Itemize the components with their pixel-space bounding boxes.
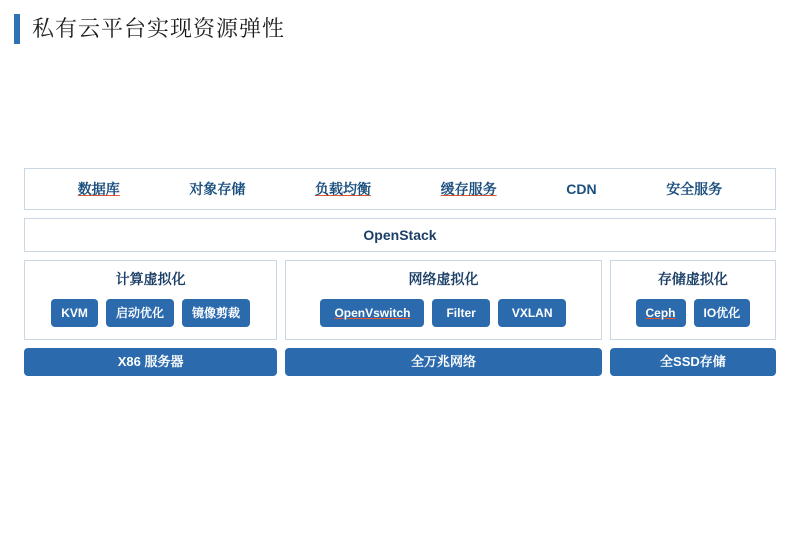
storage-virtualization-group [610, 260, 776, 340]
hardware-10g-network: 全万兆网络 [285, 348, 602, 376]
chip-kvm: KVM [51, 299, 98, 327]
platform-row [24, 218, 776, 252]
hardware-row [24, 348, 776, 376]
chip-io-optimization: IO优化 [694, 299, 751, 327]
service-item-load-balancer: 负载均衡 [315, 181, 372, 197]
openstack-box [24, 218, 776, 252]
service-item-database: 数据库 [77, 181, 120, 197]
storage-chip-row [621, 299, 765, 327]
hardware-ssd-storage: 全SSD存储 [610, 348, 776, 376]
storage-virtualization-title: 存储虚拟化 [657, 271, 728, 287]
service-item-cache: 缓存服务 [440, 181, 497, 197]
compute-chip-row [35, 299, 266, 327]
chip-openvswitch: OpenVswitch [320, 299, 424, 327]
virtualization-row [24, 260, 776, 340]
openstack-label: OpenStack [363, 227, 437, 243]
title-text: 私有云平台实现资源弹性 [32, 16, 286, 41]
network-virtualization-group [285, 260, 601, 340]
chip-vxlan: VXLAN [498, 299, 567, 327]
services-box [24, 168, 776, 210]
service-item-security: 安全服务 [666, 181, 723, 197]
title-accent-bar [14, 14, 20, 44]
network-chip-row [296, 299, 590, 327]
chip-filter: Filter [432, 299, 489, 327]
compute-virtualization-group [24, 260, 277, 340]
services-row [24, 168, 776, 210]
chip-ceph: Ceph [636, 299, 686, 327]
hardware-x86-servers: X86 服务器 [24, 348, 277, 376]
page-title [14, 14, 285, 44]
chip-image-trimming: 镜像剪裁 [182, 299, 250, 327]
chip-boot-optimization: 启动优化 [106, 299, 174, 327]
architecture-diagram [24, 168, 776, 376]
service-item-object-storage: 对象存储 [189, 181, 246, 197]
compute-virtualization-title: 计算虚拟化 [115, 271, 186, 287]
service-item-cdn: CDN [566, 181, 597, 197]
network-virtualization-title: 网络虚拟化 [408, 271, 479, 287]
